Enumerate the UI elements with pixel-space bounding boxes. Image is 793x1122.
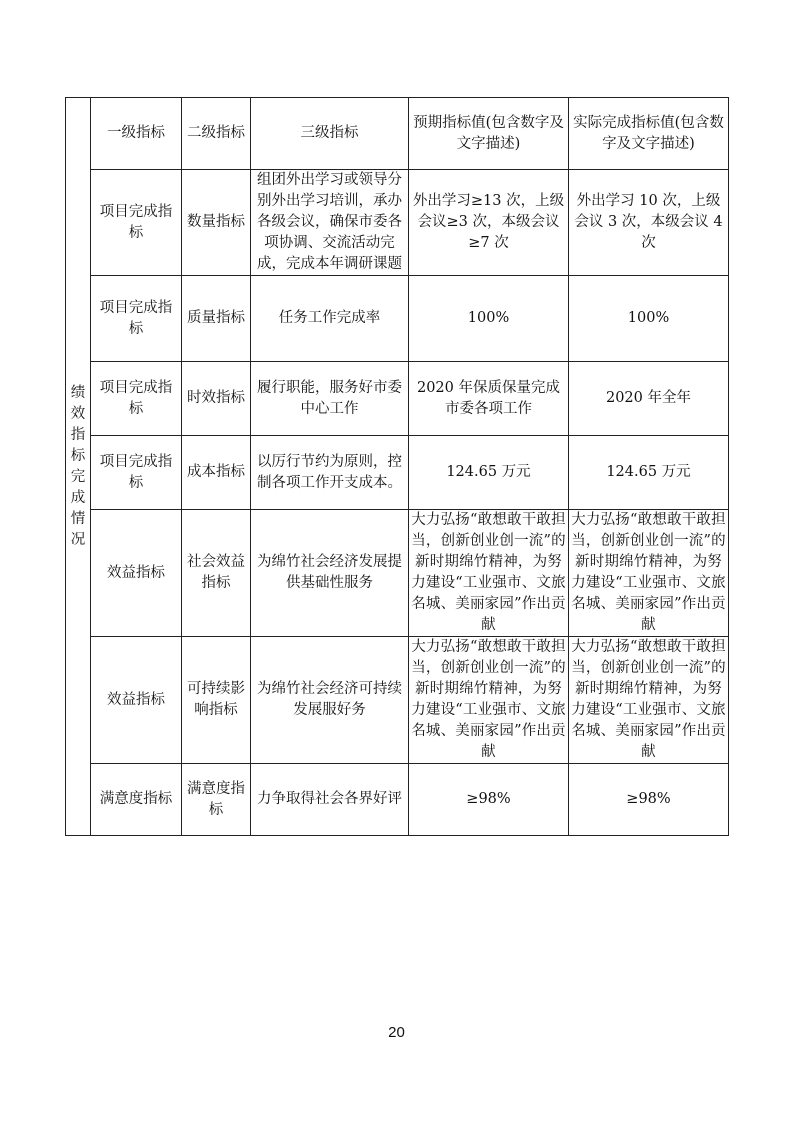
cell-level-2: 满意度指标 bbox=[182, 764, 251, 836]
cell-level-2: 时效指标 bbox=[182, 362, 251, 436]
cell-level-3: 力争取得社会各界好评 bbox=[251, 764, 409, 836]
cell-expected-value: 外出学习≥13 次，上级会议≥3 次，本级会议≥7 次 bbox=[409, 170, 569, 276]
side-label: 绩效指标完成情况 bbox=[70, 384, 86, 548]
header-expected-value: 预期指标值(包含数字及文字描述) bbox=[409, 98, 569, 170]
cell-expected-value: 大力弘扬“敢想敢干敢担当，创新创业创一流”的新时期绵竹精神，为努力建设“工业强市、文旅名城、美丽家园”作出贡献 bbox=[409, 510, 569, 637]
header-level-3: 三级指标 bbox=[251, 98, 409, 170]
cell-expected-value: 100% bbox=[409, 276, 569, 362]
cell-actual-value: ≥98% bbox=[569, 764, 729, 836]
table-header-row bbox=[66, 98, 729, 170]
cell-level-3: 为绵竹社会经济可持续发展服好务 bbox=[251, 637, 409, 764]
table-row bbox=[66, 436, 729, 510]
cell-level-1: 满意度指标 bbox=[91, 764, 182, 836]
cell-level-1: 项目完成指标 bbox=[91, 170, 182, 276]
table-row bbox=[66, 510, 729, 637]
cell-level-2: 可持续影响指标 bbox=[182, 637, 251, 764]
cell-level-3: 任务工作完成率 bbox=[251, 276, 409, 362]
header-level-1: 一级指标 bbox=[91, 98, 182, 170]
cell-level-1: 项目完成指标 bbox=[91, 276, 182, 362]
cell-level-3: 组团外出学习或领导分别外出学习培训，承办各级会议，确保市委各项协调、交流活动完成，完成本年调研课题 bbox=[251, 170, 409, 276]
table-row bbox=[66, 764, 729, 836]
header-actual-value: 实际完成指标值(包含数字及文字描述) bbox=[569, 98, 729, 170]
cell-actual-value: 大力弘扬“敢想敢干敢担当，创新创业创一流”的新时期绵竹精神，为努力建设“工业强市、文旅名城、美丽家园”作出贡献 bbox=[569, 510, 729, 637]
page-number: 20 bbox=[388, 1024, 405, 1041]
cell-expected-value: 大力弘扬“敢想敢干敢担当，创新创业创一流”的新时期绵竹精神，为努力建设“工业强市、文旅名城、美丽家园”作出贡献 bbox=[409, 637, 569, 764]
cell-actual-value: 2020 年全年 bbox=[569, 362, 729, 436]
cell-level-2: 质量指标 bbox=[182, 276, 251, 362]
cell-level-3: 为绵竹社会经济发展提供基础性服务 bbox=[251, 510, 409, 637]
cell-expected-value: 2020 年保质保量完成市委各项工作 bbox=[409, 362, 569, 436]
cell-level-1: 效益指标 bbox=[91, 637, 182, 764]
cell-level-3: 履行职能，服务好市委中心工作 bbox=[251, 362, 409, 436]
header-level-2: 二级指标 bbox=[182, 98, 251, 170]
cell-actual-value: 大力弘扬“敢想敢干敢担当，创新创业创一流”的新时期绵竹精神，为努力建设“工业强市、文旅名城、美丽家园”作出贡献 bbox=[569, 637, 729, 764]
cell-level-1: 项目完成指标 bbox=[91, 362, 182, 436]
cell-actual-value: 100% bbox=[569, 276, 729, 362]
cell-level-1: 项目完成指标 bbox=[91, 436, 182, 510]
cell-level-2: 成本指标 bbox=[182, 436, 251, 510]
table-row bbox=[66, 276, 729, 362]
performance-indicator-table bbox=[65, 97, 729, 836]
side-label-cell bbox=[66, 98, 91, 836]
table-row bbox=[66, 637, 729, 764]
cell-level-1: 效益指标 bbox=[91, 510, 182, 637]
table-row bbox=[66, 170, 729, 276]
table-row bbox=[66, 362, 729, 436]
cell-level-2: 社会效益指标 bbox=[182, 510, 251, 637]
cell-level-2: 数量指标 bbox=[182, 170, 251, 276]
cell-expected-value: ≥98% bbox=[409, 764, 569, 836]
cell-level-3: 以厉行节约为原则，控制各项工作开支成本。 bbox=[251, 436, 409, 510]
cell-expected-value: 124.65 万元 bbox=[409, 436, 569, 510]
cell-actual-value: 外出学习 10 次，上级会议 3 次，本级会议 4 次 bbox=[569, 170, 729, 276]
cell-actual-value: 124.65 万元 bbox=[569, 436, 729, 510]
